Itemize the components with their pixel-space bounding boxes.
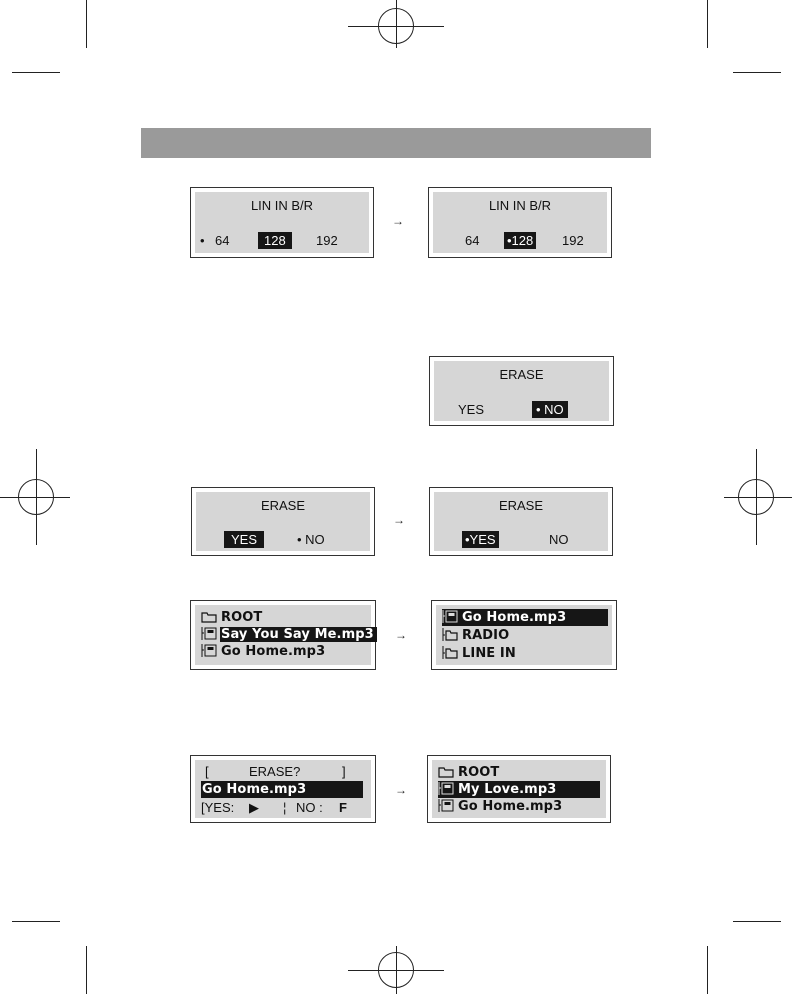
option-64: 64 bbox=[465, 233, 480, 248]
lcd-file-browser-after bbox=[431, 600, 617, 670]
lcd-erase-file-dialog bbox=[190, 755, 376, 823]
arrow-icon: → bbox=[393, 513, 405, 527]
list-item: ROOT bbox=[201, 609, 265, 626]
bracket-left: [ bbox=[205, 764, 209, 779]
lcd-title: LIN IN B/R bbox=[250, 198, 314, 213]
yes-label: [YES: bbox=[201, 800, 235, 815]
music-file-icon bbox=[201, 627, 217, 640]
music-file-icon bbox=[442, 610, 458, 623]
list-item: Go Home.mp3 bbox=[438, 798, 565, 815]
crop-mark bbox=[86, 946, 87, 994]
selection-dot: • bbox=[200, 233, 205, 248]
option-192: 192 bbox=[562, 233, 584, 248]
option-no: NO bbox=[549, 532, 569, 547]
option-128-highlighted: •128 bbox=[504, 232, 536, 249]
list-item: Go Home.mp3 bbox=[201, 643, 328, 660]
arrow-icon: → bbox=[392, 214, 404, 228]
lcd-erase-before bbox=[191, 487, 375, 556]
section-header-bar bbox=[141, 128, 651, 158]
option-192: 192 bbox=[316, 233, 338, 248]
separator: ¦ bbox=[283, 800, 287, 815]
f-icon: F bbox=[339, 800, 347, 815]
list-item: LINE IN bbox=[442, 645, 519, 662]
dialog-title: ERASE? bbox=[249, 764, 301, 779]
list-item-selected: Go Home.mp3 bbox=[442, 609, 608, 626]
lcd-erase bbox=[429, 356, 614, 426]
arrow-icon: → bbox=[395, 783, 407, 797]
crop-mark bbox=[707, 946, 708, 994]
dialog-filename: Go Home.mp3 bbox=[201, 781, 363, 798]
crop-mark bbox=[86, 0, 87, 48]
lcd-title: ERASE bbox=[260, 498, 306, 513]
option-yes: YES bbox=[458, 402, 485, 417]
lcd-file-browser-after-erase bbox=[427, 755, 611, 823]
list-item-selected: Say You Say Me.mp3 bbox=[201, 626, 377, 643]
list-item: ROOT bbox=[438, 764, 502, 781]
music-file-icon bbox=[438, 799, 454, 812]
folder-icon bbox=[201, 610, 217, 623]
option-128-highlighted: 128 bbox=[258, 232, 292, 249]
arrow-icon: → bbox=[395, 628, 407, 642]
list-item-selected: My Love.mp3 bbox=[438, 781, 600, 798]
crop-mark bbox=[12, 921, 60, 922]
lcd-title: LIN IN B/R bbox=[488, 198, 552, 213]
folder-icon bbox=[442, 628, 458, 641]
music-file-icon bbox=[201, 644, 217, 657]
lcd-erase-after bbox=[429, 487, 613, 556]
lcd-file-browser-before bbox=[190, 600, 376, 670]
folder-icon bbox=[442, 646, 458, 659]
lcd-title: ERASE bbox=[499, 367, 544, 382]
lcd-title: ERASE bbox=[498, 498, 544, 513]
crop-mark bbox=[733, 921, 781, 922]
bracket-right: ] bbox=[342, 764, 346, 779]
play-icon: ▶ bbox=[249, 800, 259, 815]
crop-mark bbox=[733, 72, 781, 73]
option-yes-highlighted: YES bbox=[224, 531, 264, 548]
no-label: NO : bbox=[296, 800, 323, 815]
crop-mark bbox=[12, 72, 60, 73]
list-item: RADIO bbox=[442, 627, 512, 644]
crop-mark bbox=[707, 0, 708, 48]
option-no-highlighted: • NO bbox=[532, 401, 568, 418]
option-64: 64 bbox=[215, 233, 230, 248]
lcd-line-in-bitrate-after bbox=[428, 187, 612, 258]
music-file-icon bbox=[438, 782, 454, 795]
folder-icon bbox=[438, 765, 454, 778]
option-no: • NO bbox=[297, 532, 325, 547]
option-yes-highlighted: •YES bbox=[462, 531, 499, 548]
lcd-line-in-bitrate-before bbox=[190, 187, 374, 258]
